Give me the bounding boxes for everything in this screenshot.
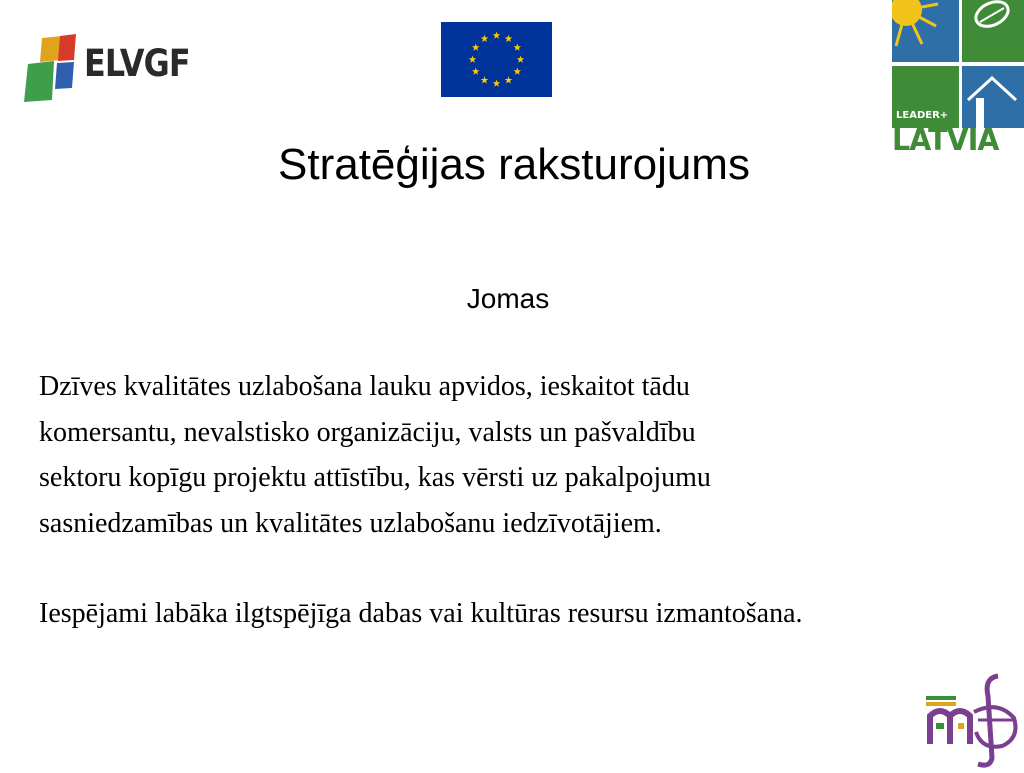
leader-latvia-logo [892,0,1024,160]
slide-body [39,364,999,637]
paragraph-1: Dzīves kvalitātes uzlabošana lauku apvidos, ieskaitot tādu komersantu, nevalstisko organizāciju, valsts un pašvaldību sektoru kopīgu projektu attīstību, kas vērsti uz pakalpojumu sasniedzamības un kvalitātes uzlabošanu iedzīvotājiem. [39,371,711,539]
elvgf-logo [22,30,197,105]
slide-subtitle: Jomas [466,283,550,314]
elvgf-mark-icon [22,30,84,105]
leader-small-text: LEADER+ [896,110,949,121]
mg-logo-icon [918,672,1024,768]
mg-logo [918,672,1024,768]
paragraph-2: Iespējami labāka ilgtspējīga dabas vai kultūras resursu izmantošana. [39,598,803,629]
eu-flag [441,22,552,97]
slide-title: Stratēģijas raksturojums [278,140,750,189]
eu-flag-icon [441,22,552,97]
elvgf-logo-text: ELVGF [84,42,190,85]
latvia-text: LATVIA [892,123,999,158]
